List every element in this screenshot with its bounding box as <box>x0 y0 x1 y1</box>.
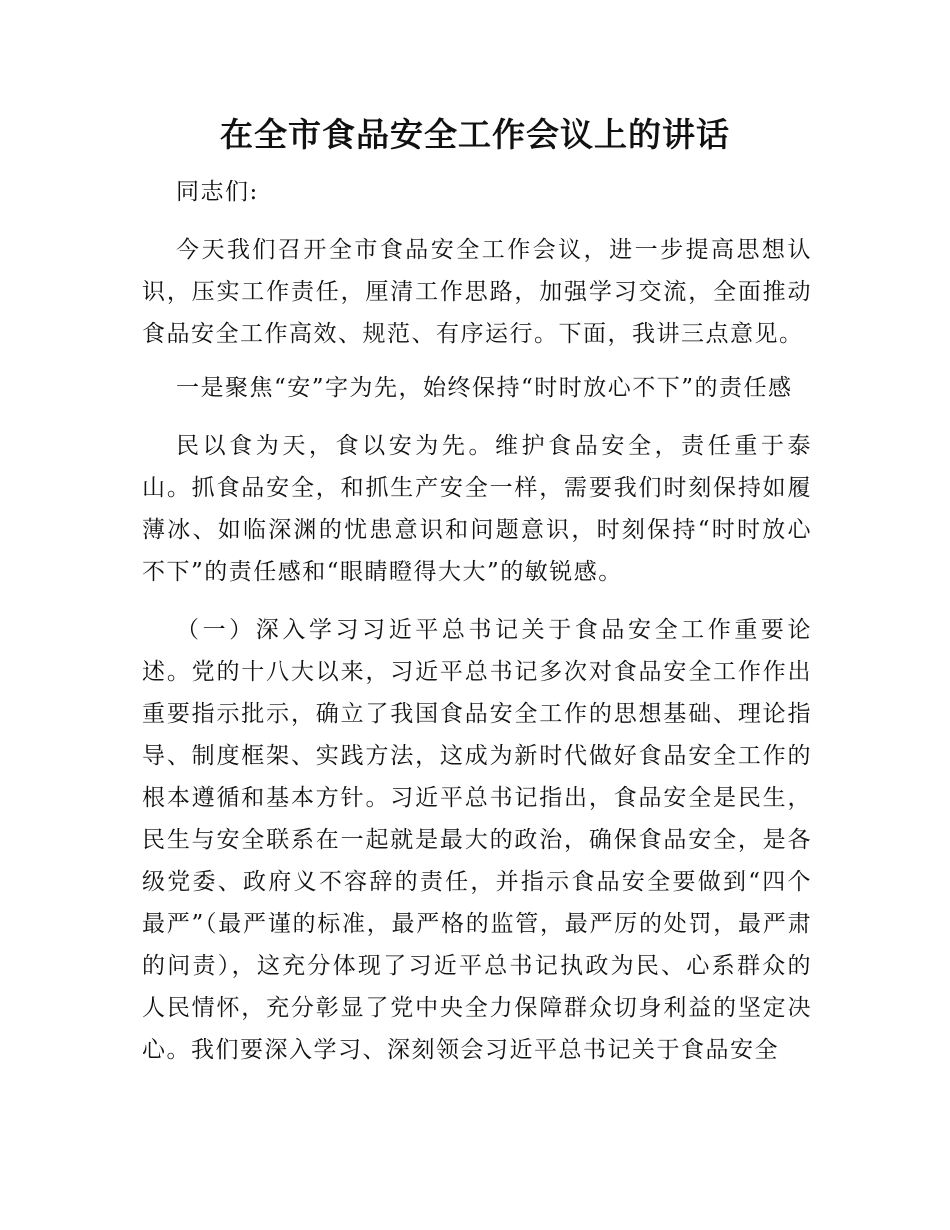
paragraph-study-remarks: （一）深入学习习近平总书记关于食品安全工作重要论述。党的十八大以来，习近平总书记多次对食品安全工作作出重要指示批示，确立了我国食品安全工作的思想基础、理论指导、制度框架、实践方法，这成为新时代做好食品安全工作的根本遵循和基本方针。习近平总书记指出，食品安全是民生，民生与安全联系在一起就是最大的政治，确保食品安全，是各级党委、政府义不容辞的责任，并指示食品安全要做到“四个最严”（最严谨的标准，最严格的监管，最严厉的处罚，最严肃的问责），这充分体现了习近平总书记执政为民、心系群众的人民情怀，充分彰显了党中央全力保障群众切身利益的坚定决心。我们要深入学习、深刻领会习近平总书记关于食品安全 <box>142 617 812 1063</box>
paragraph-intro: 今天我们召开全市食品安全工作会议，进一步提高思想认识，压实工作责任，厘清工作思路，加强学习交流，全面推动食品安全工作高效、规范、有序运行。下面，我讲三点意见。 <box>142 237 812 347</box>
greeting: 同志们: <box>176 179 259 205</box>
section-heading-one: 一是聚焦“安”字为先，始终保持“时时放心不下”的责任感 <box>176 375 793 401</box>
document-title: 在全市食品安全工作会议上的讲话 <box>220 115 730 154</box>
document-body <box>142 171 812 1071</box>
paragraph-food-safety: 民以食为天，食以安为先。维护食品安全，责任重于泰山。抓食品安全，和抓生产安全一样，需要我们时刻保持如履薄冰、如临深渊的忧患意识和问题意识，时刻保持“时时放心不下”的责任感和“眼睛瞪得大大”的敏锐感。 <box>142 433 812 585</box>
